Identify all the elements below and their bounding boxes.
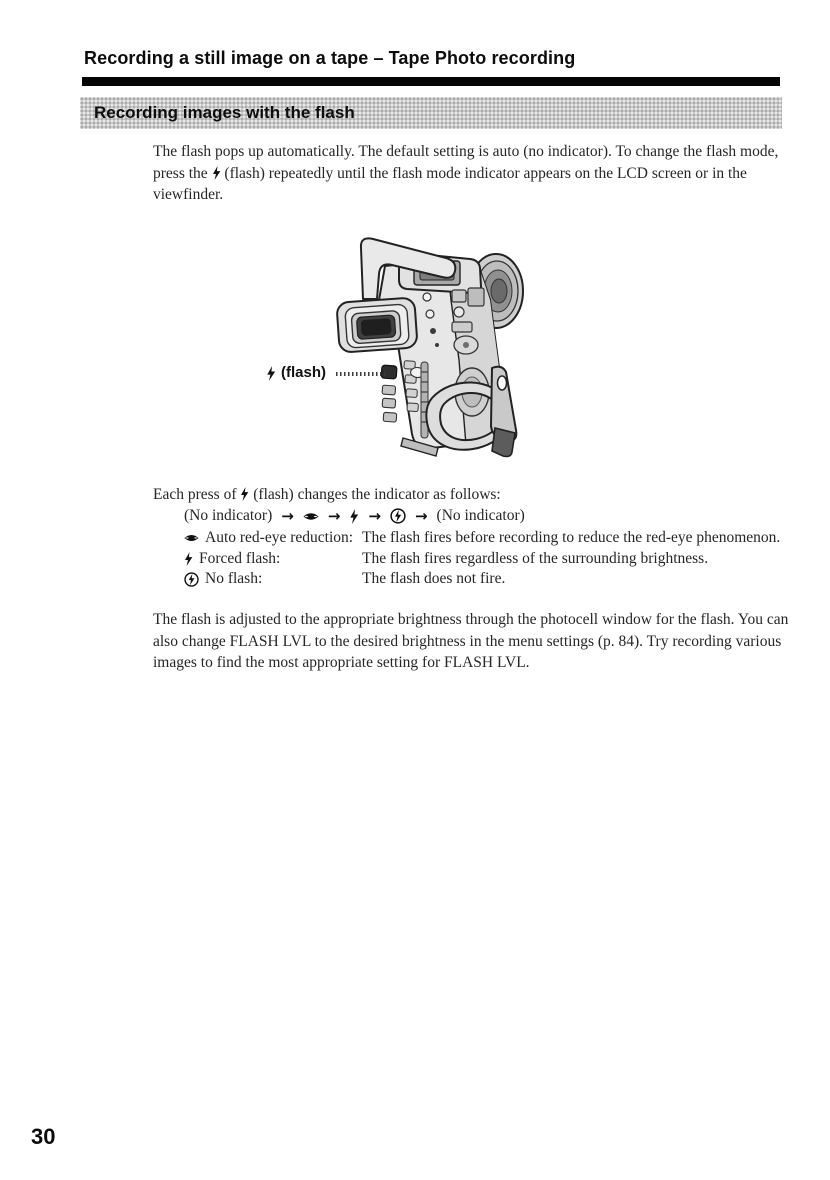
section-header xyxy=(80,97,782,129)
mode-label-text: No flash: xyxy=(205,570,263,587)
each-press-before: Each press of xyxy=(153,486,237,503)
title-rule xyxy=(82,77,780,86)
cycle-start: (No indicator) xyxy=(184,507,273,524)
intro-text-before: The flash pops up automatically. The default setting is auto (no indicator). To change the flash mode, press the xyxy=(153,143,779,182)
mode-label xyxy=(184,570,362,589)
page-title: Recording a still image on a tape – Tape Photo recording xyxy=(84,48,576,68)
page-number: 30 xyxy=(31,1124,56,1149)
red-eye-icon xyxy=(184,533,199,543)
flash-mode-list xyxy=(184,529,790,589)
mode-description: The flash does not fire. xyxy=(362,570,506,587)
flash-icon xyxy=(240,487,249,501)
indicator-cycle xyxy=(184,507,525,525)
list-item xyxy=(184,550,790,569)
mode-label xyxy=(184,550,362,569)
flash-icon xyxy=(212,166,221,180)
mode-label xyxy=(184,529,362,548)
flash-icon xyxy=(184,552,193,566)
flash-icon xyxy=(349,509,359,524)
flash-icon xyxy=(266,366,276,381)
each-press-line xyxy=(153,484,789,506)
arrow-icon: → xyxy=(327,507,341,525)
arrow-icon: → xyxy=(281,507,294,525)
section-title: Recording images with the flash xyxy=(94,103,355,122)
camcorder-illustration xyxy=(330,228,535,463)
intro-text-after: (flash) repeatedly until the flash mode indicator appears on the LCD screen or in the viewfinder. xyxy=(153,164,747,203)
mode-label-text: Forced flash: xyxy=(199,549,281,567)
each-press-after: (flash) changes the indicator as follows: xyxy=(253,486,501,503)
cycle-end: (No indicator) xyxy=(436,507,525,524)
list-item xyxy=(184,529,790,548)
arrow-icon: → xyxy=(414,507,428,525)
no-flash-icon xyxy=(390,508,406,524)
red-eye-icon xyxy=(303,511,319,522)
arrow-icon: → xyxy=(368,507,381,525)
mode-description: The flash fires before recording to reduce the red-eye phenomenon. xyxy=(362,529,781,546)
flash-button-callout xyxy=(266,365,326,381)
list-item xyxy=(184,570,790,589)
mode-description: The flash fires regardless of the surrounding brightness. xyxy=(362,549,709,567)
intro-paragraph xyxy=(153,141,789,206)
mode-label-text: Auto red-eye reduction: xyxy=(205,529,354,546)
closing-paragraph: The flash is adjusted to the appropriate brightness through the photocell window for the flash. You can also change FLASH LVL to the desired brightness in the menu settings (p. 84). Try recording various images to find the most appropriate setting for FLASH LVL. xyxy=(153,611,789,671)
no-flash-icon xyxy=(184,572,199,587)
flash-callout-text: (flash) xyxy=(281,364,326,381)
